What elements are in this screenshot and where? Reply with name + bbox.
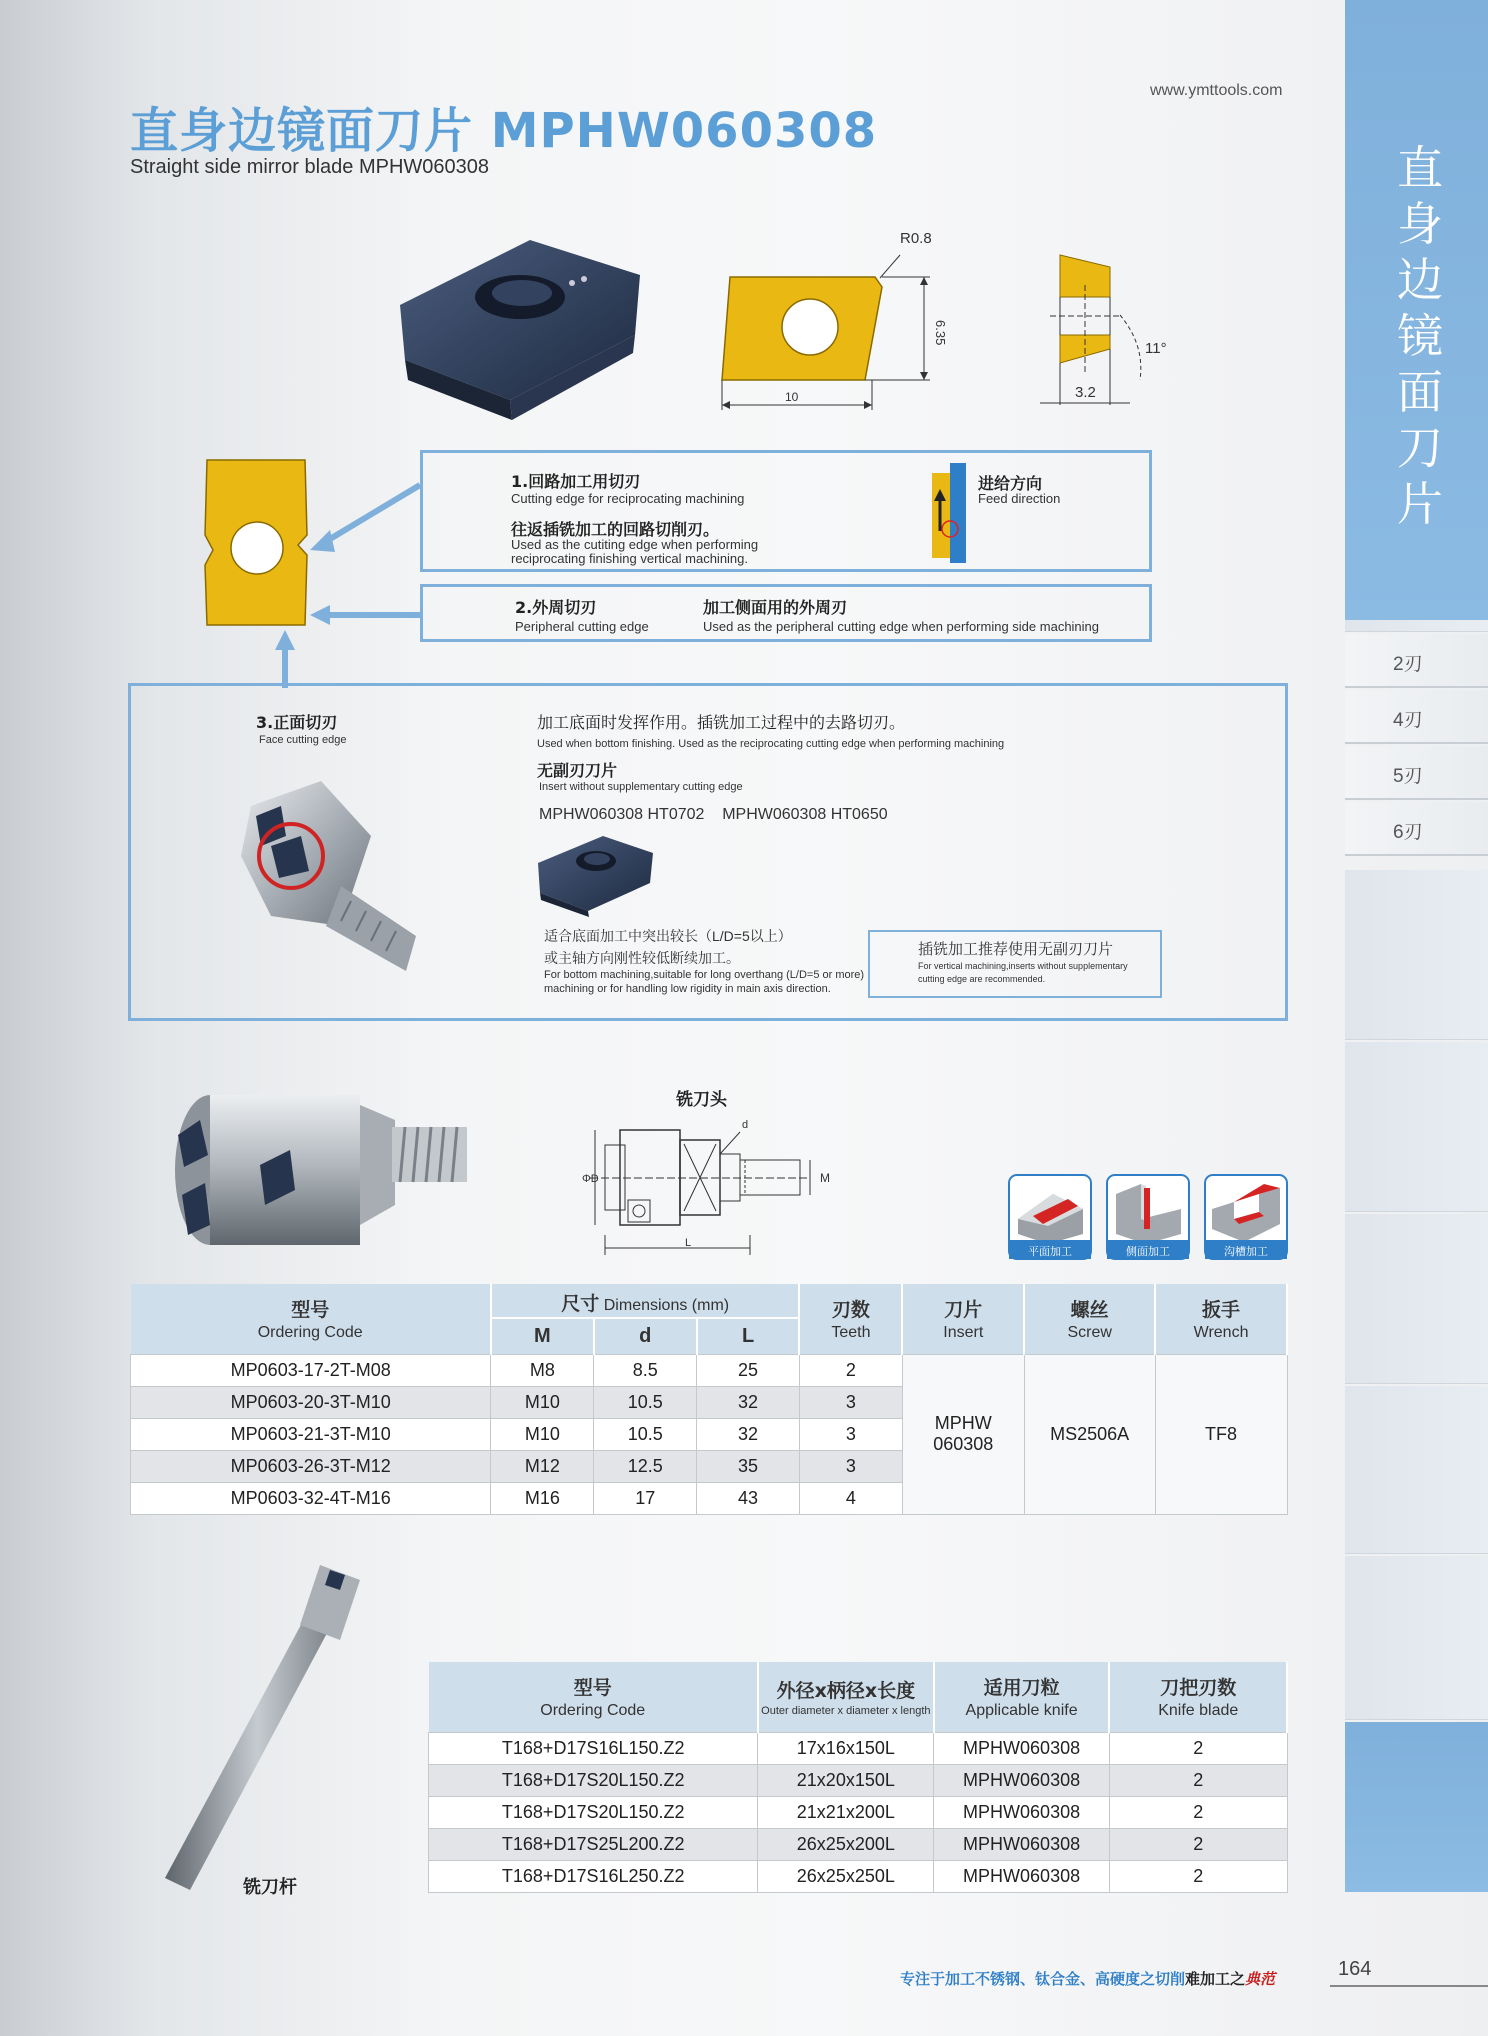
table-row [429, 1732, 1288, 1764]
cell-d: 12.5 [594, 1450, 697, 1482]
footer-slogan-blue: 专注于加工不锈钢、钛合金、高硬度之切削 [900, 1970, 1186, 1988]
cell-blades: 2 [1109, 1732, 1287, 1764]
box3-insert-title-en: Insert without supplementary cutting edge [539, 781, 743, 793]
sidebar-tab-6[interactable] [1345, 802, 1488, 856]
insert-top-view-drawing [700, 225, 950, 420]
box1-subtitle: 往返插铣加工的回路切削刃。 [511, 520, 720, 539]
cell-M: M10 [491, 1386, 594, 1418]
box3-title-en: Face cutting edge [259, 734, 347, 746]
box3-suitability-line2: 或主轴方向刚性较低断续加工。 [544, 950, 740, 966]
box2-desc-en: Used as the peripheral cutting edge when performing side machining [703, 619, 1100, 634]
cell-d: 17 [594, 1482, 697, 1514]
reciprocating-edge-box [420, 450, 1152, 572]
col-dimensions: 尺寸 Dimensions (mm) [491, 1284, 800, 1318]
page-number-divider [1330, 1985, 1488, 1987]
sidebar-tab-label: 4刃 [1393, 710, 1423, 731]
cell-size: 26x25x250L [758, 1860, 934, 1892]
footer-slogan [900, 1968, 1275, 1989]
sidebar [1345, 0, 1488, 2036]
cell-insert: MPHW060308 [934, 1732, 1110, 1764]
cell-insert: MPHW060308 [934, 1828, 1110, 1860]
dim-thread: M [820, 1171, 830, 1185]
cell-insert: MPHW060308 [934, 1796, 1110, 1828]
cell-L: 32 [697, 1386, 800, 1418]
col-insert: 刀片 Insert [902, 1284, 1024, 1354]
dim-thickness: 3.2 [1075, 384, 1096, 401]
cell-teeth: 3 [799, 1386, 902, 1418]
recommendation-text: 插铣加工推荐使用无副刃刀片 [918, 941, 1114, 958]
col-screw: 螺丝 Screw [1024, 1284, 1155, 1354]
page-subtitle: Straight side mirror blade MPHW060308 [130, 156, 490, 178]
cell-code: T168+D17S25L200.Z2 [429, 1828, 758, 1860]
cutter-head-table [130, 1284, 1288, 1515]
cell-L: 35 [697, 1450, 800, 1482]
feed-direction-label-en: Feed direction [978, 491, 1061, 506]
col-teeth: 刃数 Teeth [799, 1284, 902, 1354]
recommendation-en1: For vertical machining,inserts without supplementary [918, 961, 1128, 971]
col-d: d [594, 1318, 697, 1354]
sidebar-tab-4[interactable] [1345, 690, 1488, 744]
table-row [429, 1860, 1288, 1892]
col-ordering-code: 型号 Ordering Code [131, 1284, 491, 1354]
box3-suitability-line1: 适合底面加工中突出较长（L/D=5以上） [544, 928, 792, 944]
face-milling-label: 平面加工 [1028, 1245, 1072, 1258]
cutter-closeup-photo-icon [231, 776, 451, 976]
slot-milling-label: 沟槽加工 [1224, 1245, 1268, 1258]
cell-insert: MPHW 060308 [902, 1354, 1024, 1514]
cell-code: MP0603-17-2T-M08 [131, 1354, 491, 1386]
cell-blades: 2 [1109, 1764, 1287, 1796]
cell-code: MP0603-32-4T-M16 [131, 1482, 491, 1514]
cell-code: T168+D17S20L150.Z2 [429, 1796, 758, 1828]
cell-L: 43 [697, 1482, 800, 1514]
cell-code: T168+D17S16L250.Z2 [429, 1860, 758, 1892]
cell-insert: MPHW060308 [934, 1764, 1110, 1796]
box1-desc-line2: reciprocating finishing vertical machining. [511, 551, 749, 566]
table-row [429, 1796, 1288, 1828]
website-url[interactable]: www.ymttools.com [1150, 82, 1283, 99]
cell-screw: MS2506A [1024, 1354, 1155, 1514]
feed-direction-icon [928, 461, 978, 566]
page-title: 直身边镜面刀片 MPHW060308 [130, 103, 878, 159]
cell-L: 25 [697, 1354, 800, 1386]
cell-blades: 2 [1109, 1796, 1287, 1828]
side-milling-label: 侧面加工 [1126, 1245, 1170, 1258]
cell-blades: 2 [1109, 1860, 1287, 1892]
face-milling-icon [1008, 1174, 1092, 1260]
box3-insert-title: 无副刃刀片 [537, 761, 618, 780]
cell-teeth: 2 [799, 1354, 902, 1386]
cell-teeth: 3 [799, 1450, 902, 1482]
footer-slogan-black: 难加工之 [1185, 1970, 1246, 1988]
cell-M: M12 [491, 1450, 594, 1482]
cutter-head-drawing [560, 1110, 890, 1260]
cell-size: 21x20x150L [758, 1764, 934, 1796]
table-row [429, 1828, 1288, 1860]
box3-suitability-en2: machining or for handling low rigidity in main axis direction. [544, 983, 831, 995]
sidebar-tab-label: 2刃 [1393, 654, 1423, 675]
yellow-insert-diagram [195, 450, 425, 690]
insert-photo-icon [390, 235, 650, 425]
col-L: L [697, 1318, 800, 1354]
box3-insert-codes: MPHW060308 HT0702 MPHW060308 HT0650 [539, 806, 888, 823]
cell-code: T168+D17S20L150.Z2 [429, 1764, 758, 1796]
side-milling-icon [1106, 1174, 1190, 1260]
sidebar-strip [1345, 1386, 1488, 1554]
dim-angle: 11° [1145, 340, 1167, 357]
col-applicable-insert: 适用刀粒 Applicable knife [934, 1662, 1110, 1732]
col-size: 外径x柄径x长度 Outer diameter x diameter x length [758, 1662, 934, 1732]
no-wiper-insert-photo-icon [533, 833, 658, 918]
sidebar-tab-label: 6刃 [1393, 822, 1423, 843]
cell-M: M16 [491, 1482, 594, 1514]
cell-L: 32 [697, 1418, 800, 1450]
cell-code: T168+D17S16L150.Z2 [429, 1732, 758, 1764]
dim-radius: R0.8 [900, 230, 932, 247]
shank-label: 铣刀杆 [243, 1877, 297, 1898]
sidebar-divider [1345, 620, 1488, 632]
sidebar-strip [1345, 870, 1488, 1040]
cell-teeth: 3 [799, 1418, 902, 1450]
face-edge-box [128, 683, 1288, 1021]
cutter-head-label: 铣刀头 [676, 1090, 727, 1110]
col-ordering-code: 型号 Ordering Code [429, 1662, 758, 1732]
box2-title-en: Peripheral cutting edge [515, 619, 649, 634]
cell-code: MP0603-20-3T-M10 [131, 1386, 491, 1418]
cell-code: MP0603-26-3T-M12 [131, 1450, 491, 1482]
cell-size: 26x25x200L [758, 1828, 934, 1860]
dim-height: 6.35 [933, 320, 948, 346]
box1-desc-line1: Used as the cutiting edge when performing [511, 537, 759, 552]
peripheral-edge-box [420, 584, 1152, 642]
cell-d: 10.5 [594, 1386, 697, 1418]
dim-outer-diameter: ΦD [582, 1173, 599, 1185]
box1-title: 1.回路加工用切刃 [511, 472, 641, 491]
col-blades: 刀把刃数 Knife blade [1109, 1662, 1287, 1732]
sidebar-strip [1345, 1214, 1488, 1384]
dim-width: 10 [785, 390, 799, 404]
col-M: M [491, 1318, 594, 1354]
shank-table [428, 1662, 1288, 1893]
cell-M: M10 [491, 1418, 594, 1450]
box2-title: 2.外周切刃 [515, 598, 597, 617]
cell-wrench: TF8 [1155, 1354, 1287, 1514]
sidebar-tab-label: 5刃 [1393, 766, 1423, 787]
sidebar-tab-5[interactable] [1345, 746, 1488, 800]
sidebar-strip [1345, 1042, 1488, 1212]
box3-suitability-en1: For bottom machining,suitable for long overthang (L/D=5 or more) [544, 969, 865, 981]
col-wrench: 扳手 Wrench [1155, 1284, 1287, 1354]
footer-slogan-red: 典范 [1245, 1970, 1276, 1988]
cell-d: 10.5 [594, 1418, 697, 1450]
cutter-head-photo-icon [170, 1065, 470, 1255]
shank-photo-icon [150, 1560, 380, 1900]
box2-desc: 加工侧面用的外周刃 [703, 598, 848, 617]
sidebar-strip [1345, 1556, 1488, 1720]
sidebar-footer-block [1345, 1722, 1488, 1892]
box3-title: 3.正面切刃 [256, 713, 338, 732]
table-row [429, 1764, 1288, 1796]
sidebar-header [1345, 0, 1488, 620]
page-number: 164 [1338, 1958, 1372, 1980]
dim-length: L [685, 1237, 692, 1249]
cell-size: 17x16x150L [758, 1732, 934, 1764]
dim-neck-diameter: d [742, 1119, 749, 1131]
cell-blades: 2 [1109, 1828, 1287, 1860]
box3-desc-en: Used when bottom finishing. Used as the reciprocating cutting edge when performing machining [537, 738, 1005, 750]
sidebar-title: 直身边镜面刀片 [1397, 141, 1443, 531]
cell-size: 21x21x200L [758, 1796, 934, 1828]
sidebar-tab-2[interactable] [1345, 634, 1488, 688]
cell-M: M8 [491, 1354, 594, 1386]
recommendation-box [868, 930, 1162, 998]
cell-insert: MPHW060308 [934, 1860, 1110, 1892]
box3-desc: 加工底面时发挥作用。插铣加工过程中的去路切刃。 [537, 713, 906, 732]
box1-title-en: Cutting edge for reciprocating machining [511, 491, 745, 506]
insert-side-view-drawing [1020, 245, 1200, 420]
table-row [131, 1354, 1288, 1386]
cell-teeth: 4 [799, 1482, 902, 1514]
recommendation-en2: cutting edge are recommended. [918, 974, 1046, 984]
slot-milling-icon [1204, 1174, 1288, 1260]
cell-d: 8.5 [594, 1354, 697, 1386]
feed-direction-label: 进给方向 [978, 474, 1043, 493]
cell-code: MP0603-21-3T-M10 [131, 1418, 491, 1450]
